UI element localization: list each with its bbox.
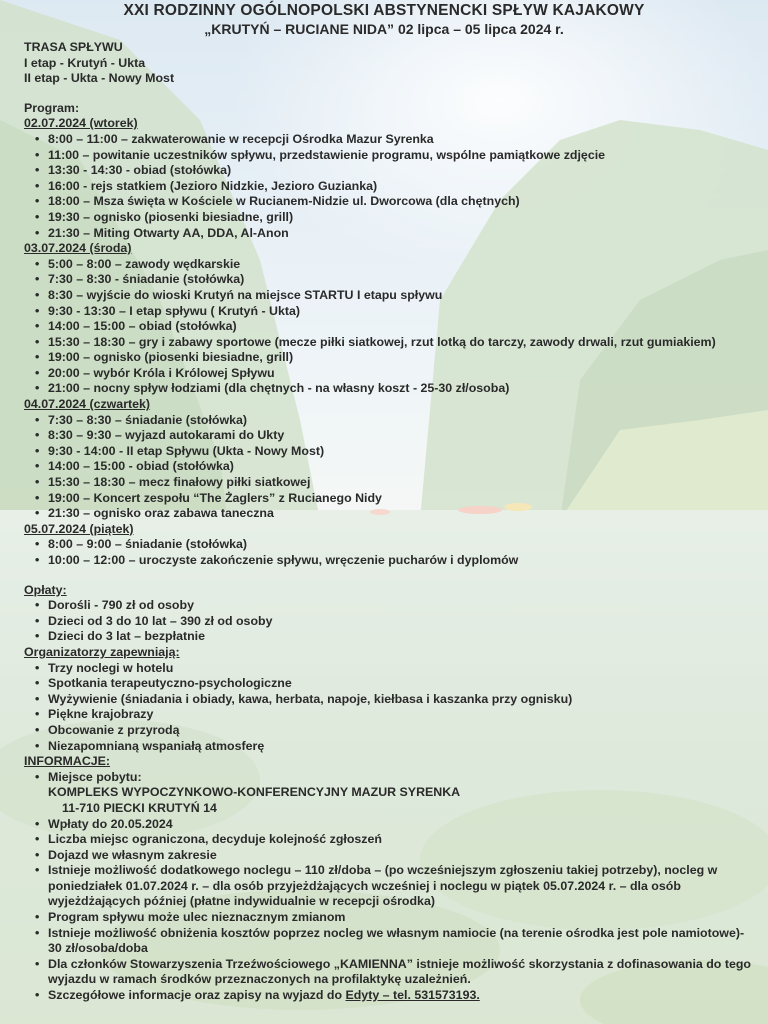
- contact-phone-link[interactable]: Edyty – tel. 531573193.: [345, 988, 480, 1003]
- organizer-item: • Trzy noclegi w hotelu: [48, 661, 760, 677]
- schedule-item: • 21:30 – ognisko oraz zabawa taneczna: [48, 506, 760, 522]
- schedule-item: • 10:00 – 12:00 – uroczyste zakończenie spływu, wręczenie pucharów i dyplomów: [48, 553, 760, 569]
- info-item: • Dla członków Stowarzyszenia Trzeźwościowego „KAMIENNA” istnieje możliwość skorzystania z dofinasowania do tego wyjazdu w ramach środków przeznaczonych na profilaktykę uzależnień.: [48, 957, 760, 988]
- schedule-item: • 15:30 – 18:30 – gry i zabawy sportowe (mecze piłki siatkowej, rzut lotką do tarczy, zawody drwali, rzut gumiakiem): [48, 335, 760, 351]
- organizer-item: • Obcowanie z przyrodą: [48, 723, 760, 739]
- schedule-item: • 9:30 - 13:30 – I etap spływu ( Krutyń - Ukta): [48, 304, 760, 320]
- info-contact: [48, 988, 760, 1004]
- fee-item: • Dzieci od 3 do 10 lat – 390 zł od osoby: [48, 614, 760, 630]
- schedule-item: • 19:00 – Koncert zespołu “The Żaglers” z Rucianego Nidy: [48, 491, 760, 507]
- organizers-heading: Organizatorzy zapewniają:: [24, 644, 180, 659]
- schedule-item: • 19:30 – ognisko (piosenki biesiadne, grill): [48, 210, 760, 226]
- day-date: 04.07.2024 (czwartek): [24, 397, 151, 412]
- route-stage-2: II etap - Ukta - Nowy Most: [24, 71, 175, 86]
- info-item: • Wpłaty do 20.05.2024: [48, 817, 760, 833]
- info-item: • Program spływu może ulec nieznacznym zmianom: [48, 910, 760, 926]
- schedule-item: • 11:00 – powitanie uczestników spływu, przedstawienie programu, wspólne pamiątkowe zdjęcie: [48, 148, 760, 164]
- fees-heading: Opłaty:: [24, 582, 67, 597]
- organizer-item: • Spotkania terapeutyczno-psychologiczne: [48, 676, 760, 692]
- schedule-item: • 7:30 – 8:30 – śniadanie (stołówka): [48, 413, 760, 429]
- schedule-item: • 16:00 - rejs statkiem (Jezioro Nidzkie, Jezioro Guzianka): [48, 179, 760, 195]
- schedule-item: • 21:00 – nocny spływ łodziami (dla chętnych - na własny koszt - 25-30 zł/osoba): [48, 381, 760, 397]
- schedule-item: • 8:00 – 11:00 – zakwaterowanie w recepcji Ośrodka Mazur Syrenka: [48, 132, 760, 148]
- info-place: [48, 770, 760, 817]
- day-schedule: [24, 132, 760, 241]
- fee-item: • Dorośli - 790 zł od osoby: [48, 598, 760, 614]
- info-item: • Liczba miejsc ograniczona, decyduje kolejność zgłoszeń: [48, 832, 760, 848]
- day-date: 05.07.2024 (piątek): [24, 521, 134, 536]
- organizer-item: • Piękne krajobrazy: [48, 707, 760, 723]
- schedule-item: • 15:30 – 18:30 – mecz finałowy piłki siatkowej: [48, 475, 760, 491]
- schedule-item: • 14:00 – 15:00 - obiad (stołówka): [48, 459, 760, 475]
- schedule-item: • 9:30 - 14:00 - II etap Spływu (Ukta - Nowy Most): [48, 444, 760, 460]
- place-label: • Miejsce pobytu:: [48, 769, 142, 784]
- organizers-list: [24, 661, 760, 755]
- route-stage-1: I etap - Krutyń - Ukta: [24, 55, 146, 70]
- info-item: • Istnieje możliwość dodatkowego noclegu – 110 zł/doba – (po wcześniejszym zgłoszeniu takiej potrzeby), nocleg w poniedziałek 01.07.2024 r. – dla osób przyjeżdżających wcześniej i noclegu w piątek 05.07.2024 r. – dla osób wyjeżdżających później (płatne indywidualnie w recepcji ośrodka): [48, 863, 760, 910]
- route-heading: TRASA SPŁYWU: [24, 40, 123, 54]
- organizer-item: • Niezapomnianą wspaniałą atmosferę: [48, 739, 760, 755]
- schedule-item: • 19:00 – ognisko (piosenki biesiadne, grill): [48, 350, 760, 366]
- event-subtitle: „KRUTYŃ – RUCIANE NIDA” 02 lipca – 05 lipca 2024 r.: [204, 21, 564, 37]
- fee-item: • Dzieci do 3 lat – bezpłatnie: [48, 629, 760, 645]
- schedule-item: • 20:00 – wybór Króla i Królowej Spływu: [48, 366, 760, 382]
- day-schedule: [24, 537, 760, 568]
- schedule-item: • 13:30 - 14:30 - obiad (stołówka): [48, 163, 760, 179]
- organizer-item: • Wyżywienie (śniadania i obiady, kawa, herbata, napoje, kiełbasa i kaszanka przy ognisku): [48, 692, 760, 708]
- event-title: XXI RODZINNY OGÓLNOPOLSKI ABSTYNENCKI SPŁYW KAJAKOWY: [123, 2, 645, 19]
- schedule-item: • 21:30 – Miting Otwarty AA, DDA, Al-Anon: [48, 226, 760, 242]
- info-item: • Dojazd we własnym zakresie: [48, 848, 760, 864]
- schedule-item: • 8:30 – wyjście do wioski Krutyń na miejsce STARTU I etapu spływu: [48, 288, 760, 304]
- day-schedule: [24, 413, 760, 522]
- info-item: • Istnieje możliwość obniżenia kosztów poprzez nocleg we własnym namiocie (na terenie ośrodka jest pole namiotowe)- 30 zł/osoba/doba: [48, 926, 760, 957]
- place-name: KOMPLEKS WYPOCZYNKOWO-KONFERENCYJNY MAZUR SYRENKA: [48, 785, 461, 800]
- day-date: 02.07.2024 (wtorek): [24, 116, 138, 131]
- document-body: [24, 40, 760, 1004]
- schedule-item: • 8:00 – 9:00 – śniadanie (stołówka): [48, 537, 760, 553]
- fees-list: [24, 598, 760, 645]
- schedule-item: • 7:30 – 8:30 - śniadanie (stołówka): [48, 272, 760, 288]
- info-list: [24, 770, 760, 1004]
- info-heading: INFORMACJE:: [24, 754, 111, 769]
- schedule-item: • 14:00 – 15:00 – obiad (stołówka): [48, 319, 760, 335]
- schedule-item: • 8:30 – 9:30 – wyjazd autokarami do Ukty: [48, 428, 760, 444]
- day-schedule: [24, 257, 760, 397]
- schedule-item: • 5:00 – 8:00 – zawody wędkarskie: [48, 257, 760, 273]
- schedule-item: • 18:00 – Msza święta w Kościele w Rucianem-Nidzie ul. Dworcowa (dla chętnych): [48, 194, 760, 210]
- contact-text: Szczegółowe informacje oraz zapisy na wyjazd do: [48, 988, 346, 1003]
- program-heading: Program:: [24, 100, 80, 115]
- day-date: 03.07.2024 (środa): [24, 241, 132, 256]
- place-address: 11-710 PIECKI KRUTYŃ 14: [62, 800, 217, 815]
